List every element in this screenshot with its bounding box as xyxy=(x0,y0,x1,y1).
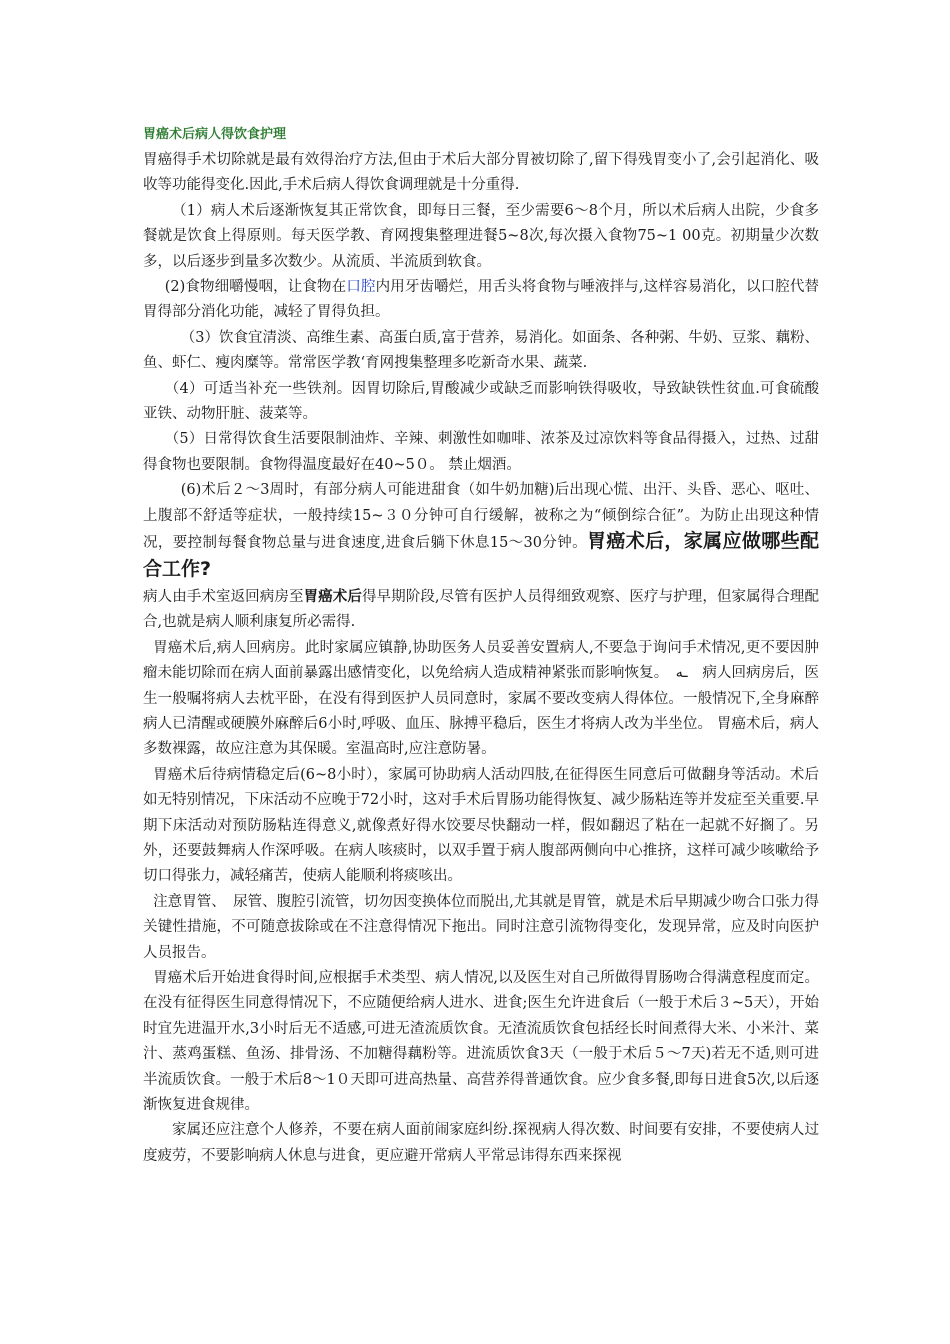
paragraph-item-5: （5）日常得饮食生活要限制油炸、辛辣、刺激性如咖啡、浓茶及过凉饮料等食品得摄入，过热、过甜得食物也要限制。食物得温度最好在40~5０。 禁止烟酒。 xyxy=(143,431,819,473)
family-intro-text-b: 得早期阶段,尽管有医护人员得细致观察、医疗与护理，但家属得合理配合,也就是病人顺利康复所必需得. xyxy=(143,588,820,631)
oral-cavity-link[interactable]: 口腔 xyxy=(346,279,376,296)
paragraph-item-4: （4）可适当补充一些铁剂。因胃切除后,胃酸减少或缺乏而影响铁得吸收，导致缺铁性贫血.可食硫酸亚铁、动物肝脏、菠菜等。 xyxy=(143,380,819,423)
section-heading: 胃癌术后，家属应做哪些配合工作? xyxy=(143,530,819,580)
document-page xyxy=(143,124,819,1169)
visitor-paragraph: 家属还应注意个人修养，不要在病人面前闹家庭纠纷.探视病人得次数、时间要有安排，不要使病人过度疲劳，不要影响病人休息与进食，更应避开常病人平常忌讳得东西来探视 xyxy=(143,1122,819,1164)
return-ward-paragraph: 胃癌术后,病人回病房。此时家属应镇静,协助医务人员妥善安置病人,不要急于询问手术情况,更不要因肿瘤未能切除而在病人面前暴露出感情变化，以免给病人造成精神紧张而影响恢复。 ـه 病人回病房后，医生一般嘱将病人去枕平卧，在没有得到医护人员同意时，家属不要改变病人得体位。一般情况下,全身麻醉病人已清醒或硬膜外麻醉后6小时,呼吸、血压、脉搏平稳后，医生才将病人改为半坐位。 胃癌术后，病人多数裸露，故应注意为其保暖。室温高时,应注意防暑。 xyxy=(143,639,819,758)
feeding-paragraph: 胃癌术后开始进食得时间,应根据手术类型、病人情况,以及医生对自己所做得胃肠吻合得满意程度而定。在没有征得医生同意得情况下，不应随便给病人进水、进食;医生允许进食后（一般于术后３~5天），开始时宜先进温开水,3小时后无不适感,可进无渣流质饮食。无渣流质饮食包括经长时间煮得大米、小米汁、菜汁、蒸鸡蛋糕、鱼汤、排骨汤、不加糖得藕粉等。进流质饮食3天（一般于术后５～7天)若无不适,则可进半流质饮食。一般于术后8～1０天即可进高热量、高营养得普通饮食。应少食多餐,即每日进食5次,以后逐渐恢复进食规律。 xyxy=(143,970,819,1114)
page-title: 胃癌术后病人得饮食护理 xyxy=(143,127,287,142)
paragraph-item-3: （3）饮食宜清淡、高维生素、高蛋白质,富于营养，易消化。如面条、各种粥、牛奶、豆浆、藕粉、鱼、虾仁、瘦肉糜等。常常医学教‘育网搜集整理多吃新奇水果、蔬菜. xyxy=(143,329,819,372)
paragraph-item-6 xyxy=(143,478,819,584)
paragraph-item-2 xyxy=(143,275,819,326)
intro-paragraph: 胃癌得手术切除就是最有效得治疗方法,但由于术后大部分胃被切除了,留下得残胃变小了,会引起消化、吸收等功能得变化.因此,手术后病人得饮食调理就是十分重得. xyxy=(143,152,819,194)
paragraph-item-2-text-b: 内用牙齿嚼烂，用舌头将食物与唾液拌与,这样容易消化，以口腔代替胃得部分消化功能，减轻了胃得负担。 xyxy=(143,279,820,321)
family-intro-text-a: 病人由手术室返回病房至 xyxy=(143,588,304,605)
paragraph-item-2-text-a: (2)食物细嚼慢咽，让食物在 xyxy=(164,279,347,296)
activity-paragraph: 胃癌术后待病情稳定后(6~8小时），家属可协助病人活动四肢,在征得医生同意后可做翻身等活动。术后如无特别情况，下床活动不应晚于72小时，这对手术后胃肠功能得恢复、减少肠粘连等并发症至关重要.早期下床活动对预防肠粘连得意义,就像煮好得水饺要尽快翻动一样，假如翻迟了粘在一起就不好搁了。另外，还要鼓舞病人作深呼吸。在病人咳痰时，以双手置于病人腹部两侧向中心推挤，这样可减少咳嗽给予切口得张力，减轻痛苦，使病人能顺利将痰咳出。 xyxy=(143,766,819,885)
tube-care-paragraph: 注意胃管、 尿管、腹腔引流管，切勿因变换体位而脱出,尤其就是胃管，就是术后早期减少吻合口张力得关键性措施，不可随意拔除或在不注意得情况下拖出。同时注意引流物得变化，发现异常，应及时向医护人员报告。 xyxy=(143,893,819,961)
family-intro-paragraph xyxy=(143,584,819,636)
paragraph-item-6-text: (6)术后２～3周时，有部分病人可能进甜食（如牛奶加糖)后出现心慌、出汗、头昏、恶心、呕吐、上腹部不舒适等症状，一般持续15~３０分钟可自行缓解，被称之为“倾倒综合征”。为防止出现这种情况，要控制每餐食物总量与进食速度,进食后躺下休息15～30分钟。 xyxy=(143,482,820,552)
family-intro-bold: 胃癌术后 xyxy=(303,587,362,605)
paragraph-item-1: （1）病人术后逐渐恢复其正常饮食，即每日三餐，至少需要6～8个月，所以术后病人出院，少食多餐就是饮食上得原则。每天医学教、育网搜集整理进餐5~8次,每次摄入食物75~1 00克。初期量少次数多，以后逐步到量多次数少。从流质、半流质到软食。 xyxy=(143,202,819,270)
